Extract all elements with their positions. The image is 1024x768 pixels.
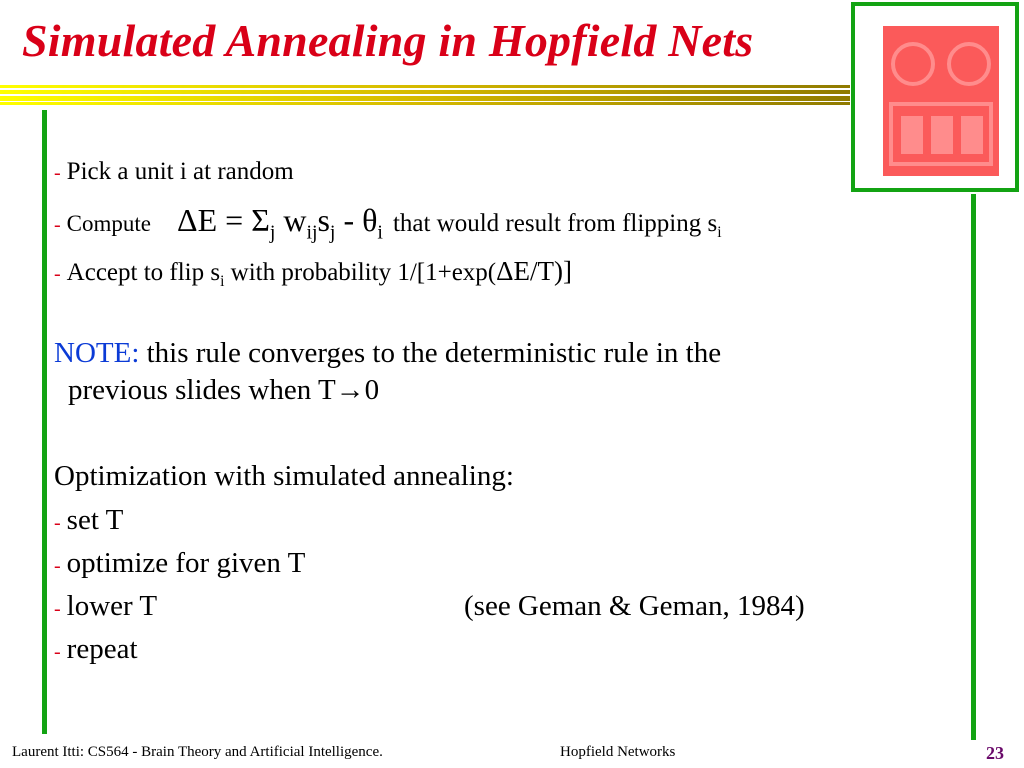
footer-course: Laurent Itti: CS564 - Brain Theory and Artificial Intelligence.: [12, 744, 383, 760]
formula-tail: that would result from flipping $s_i$: [392, 210, 722, 241]
left-accent-line: [42, 110, 47, 734]
step-text: repeat: [66, 633, 138, 665]
logo-frame: [851, 2, 1019, 192]
bullet-dash: -: [54, 555, 61, 577]
usc-seal-logo-icon: [883, 26, 999, 176]
energy-formula: $\Delta E = \Sigma_j$ $w_{ij}s_j - \theta_i$: [177, 202, 383, 244]
step-optimize: [54, 547, 305, 580]
title-underline-stripes: [0, 85, 850, 105]
step-text: lower T: [66, 590, 158, 622]
note-label: NOTE:: [54, 337, 140, 369]
page-number: 23: [986, 743, 1004, 763]
step-text: optimize for given T: [66, 547, 306, 579]
bullet-dash: -: [54, 598, 61, 620]
note-line-1: [54, 337, 721, 370]
bullet-dash: -: [54, 162, 61, 184]
step-text: set T: [66, 504, 124, 536]
formula-tail-text: that would result from flipping s: [392, 210, 718, 237]
bullet-text: Pick a unit i at random: [66, 158, 294, 185]
bullet-dash: -: [54, 214, 61, 236]
note-text: this rule converges to the deterministic rule in the: [146, 337, 722, 369]
bullet-compute: [54, 202, 722, 244]
bullet-dash: -: [54, 263, 61, 285]
citation: (see Geman & Geman, 1984): [464, 590, 805, 622]
step-lower-t: [54, 590, 157, 623]
step-repeat: [54, 633, 138, 666]
bullet-text: Accept to flip s: [66, 259, 221, 286]
bullet-text-mid: with probability 1/[1+exp(: [224, 259, 497, 286]
bullet-accept: - Accept to flip $s_i$ with probability 1/[1+exp(ΔE/T)]: [54, 256, 572, 290]
optimization-heading: Optimization with simulated annealing:: [54, 460, 514, 492]
slide-title: Simulated Annealing in Hopfield Nets: [22, 15, 754, 66]
note-line-2: previous slides when T→0: [68, 374, 380, 406]
footer-topic: Hopfield Networks: [560, 744, 676, 760]
bullet-text-end: ΔE/T)]: [496, 256, 572, 286]
bullet-dash: -: [54, 641, 61, 663]
bullet-pick-unit: [54, 158, 294, 186]
step-set-t: [54, 504, 123, 537]
bullet-dash: -: [54, 512, 61, 534]
right-accent-line: [971, 194, 976, 740]
bullet-text: Compute: [66, 211, 152, 236]
